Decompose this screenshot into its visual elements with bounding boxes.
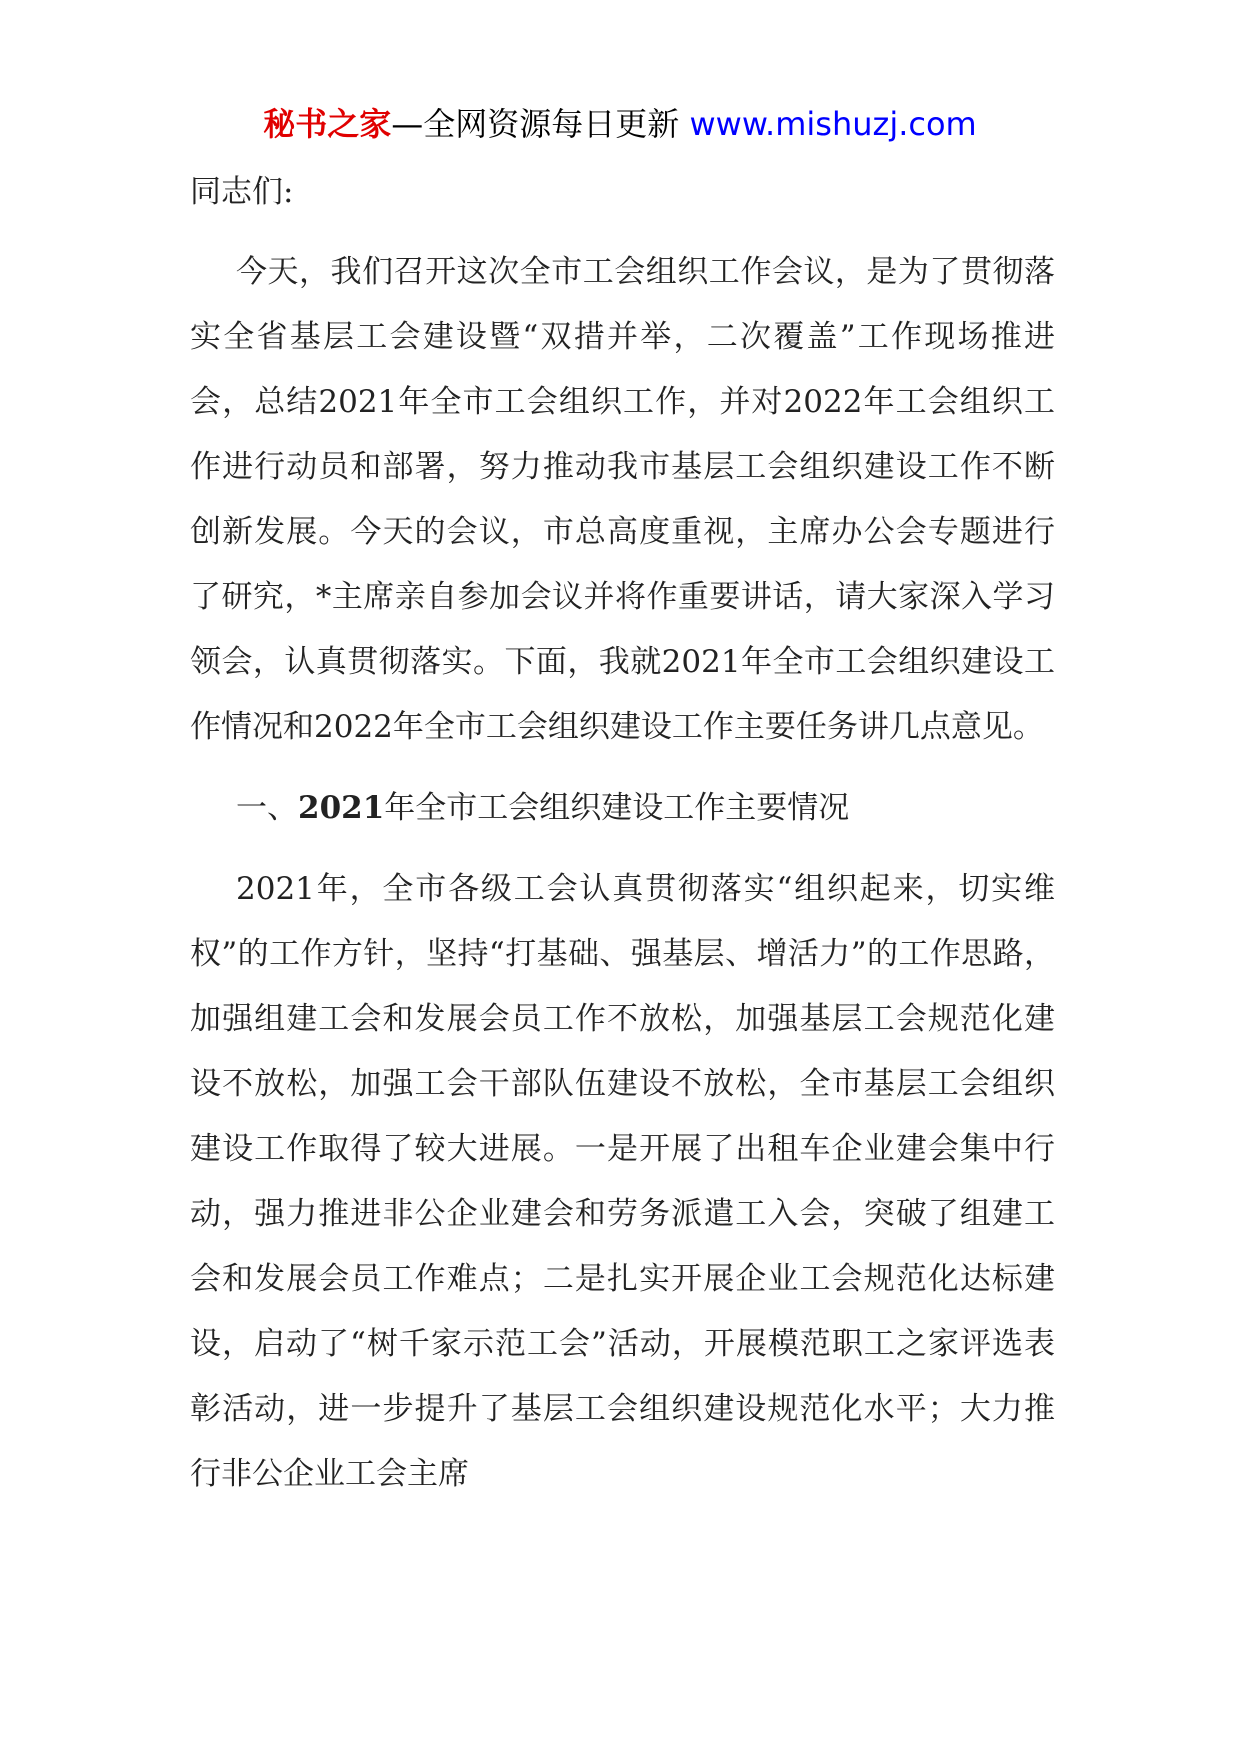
section-heading <box>190 776 1055 841</box>
header-tagline: —全网资源每日更新 <box>391 105 680 143</box>
heading-prefix: 一、 <box>236 790 298 826</box>
site-url-link[interactable]: www.mishuzj.com <box>689 105 977 143</box>
document-body <box>190 160 1055 1507</box>
page-header <box>0 100 1240 148</box>
paragraph-section-1: 2021年，全市各级工会认真贯彻落实“组织起来，切实维权”的工作方针，坚持“打基础、强基层、增活力”的工作思路，加强组建工会和发展会员工作不放松，加强基层工会规范化建设不放松，加强工会干部队伍建设不放松，全市基层工会组织建设工作取得了较大进展。一是开展了出租车企业建会集中行动，强力推进非公企业建会和劳务派遣工入会，突破了组建工会和发展会员工作难点；二是扎实开展企业工会规范化达标建设，启动了“树千家示范工会”活动，开展模范职工之家评选表彰活动，进一步提升了基层工会组织建设规范化水平；大力推行非公企业工会主席 <box>190 871 1055 1492</box>
heading-year: 2021 <box>298 790 385 826</box>
brand-name: 秘书之家 <box>263 105 392 143</box>
salutation: 同志们: <box>190 174 294 210</box>
paragraph-intro: 今天，我们召开这次全市工会组织工作会议，是为了贯彻落实全省基层工会建设暨“双措并举，二次覆盖”工作现场推进会，总结2021年全市工会组织工作，并对2022年工会组织工作进行动员和部署，努力推动我市基层工会组织建设工作不断创新发展。今天的会议，市总高度重视，主席办公会专题进行了研究，*主席亲自参加会议并将作重要讲话，请大家深入学习领会，认真贯彻落实。下面，我就2021年全市工会组织建设工作情况和2022年全市工会组织建设工作主要任务讲几点意见。 <box>190 254 1055 745</box>
heading-text: 年全市工会组织建设工作主要情况 <box>384 790 850 826</box>
